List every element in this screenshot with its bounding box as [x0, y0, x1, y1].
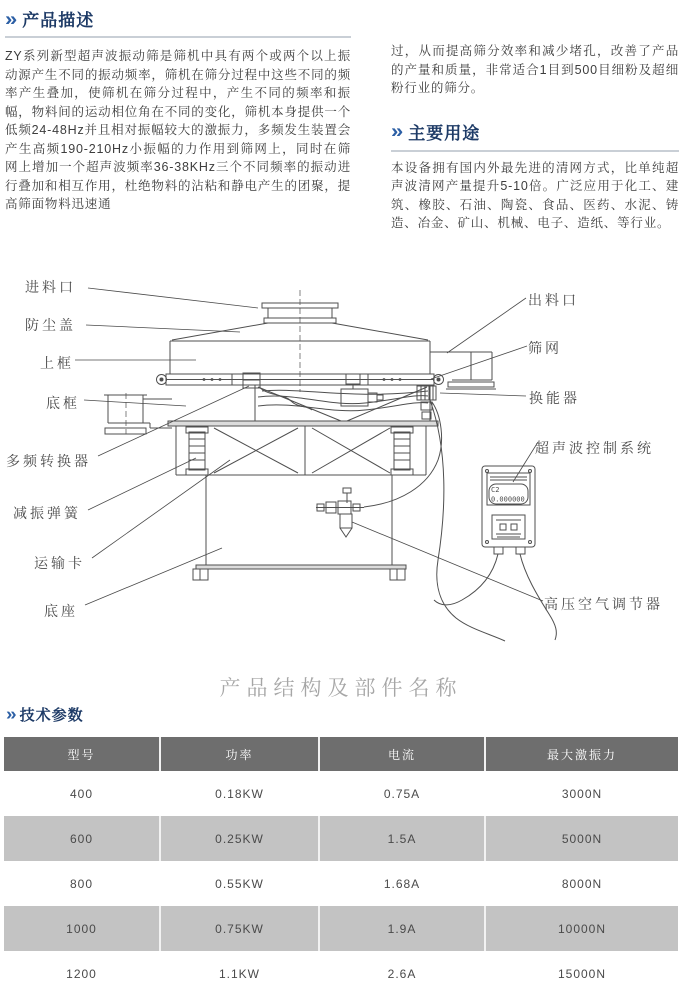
- left-chute-part: [104, 395, 172, 434]
- cell-current: 2.6A: [387, 966, 417, 981]
- table-row: [4, 771, 678, 816]
- deck-plate-part: [168, 421, 438, 426]
- cell-model: 1200: [66, 966, 97, 981]
- cell-model: 800: [69, 876, 94, 891]
- diagram-caption: 产品结构及部件名称: [219, 677, 463, 700]
- cell-current: 1.5A: [320, 816, 486, 861]
- chevron-icon: »: [5, 6, 16, 30]
- cell-power: 0.18KW: [215, 786, 264, 801]
- section-header: [391, 119, 679, 144]
- base-band-part: [176, 426, 426, 475]
- product-description-section: [5, 6, 351, 214]
- part-label-upper-frame: 上框: [40, 355, 74, 371]
- cell-current: 1.68A: [383, 876, 421, 891]
- cell-power: 0.75KW: [161, 906, 320, 951]
- section-header: [5, 6, 351, 31]
- column-header-current: 电流: [320, 737, 486, 771]
- cables: [364, 400, 556, 641]
- transducer-part: [341, 374, 383, 406]
- column-header-model: 型号: [4, 737, 161, 771]
- column-header-power: 功率: [161, 737, 320, 771]
- section-title: 主要用途: [408, 123, 481, 143]
- cell-model: 1000: [4, 906, 161, 951]
- cell-force: 5000N: [561, 831, 603, 846]
- spec-table: [4, 737, 678, 996]
- cell-power: 1.1KW: [218, 966, 260, 981]
- machine-structure-diagram: [0, 260, 682, 650]
- cell-force: 3000N: [561, 786, 603, 801]
- table-row: [4, 816, 678, 861]
- lower-frame-part: [255, 385, 430, 422]
- cell-power: 0.25KW: [161, 816, 320, 861]
- leader-lines: [75, 288, 543, 605]
- part-label-air-regulator: 高压空气调节器: [544, 596, 663, 612]
- section-title: 技术参数: [19, 707, 84, 724]
- part-label-transducer: 换能器: [529, 390, 580, 406]
- cell-model: 400: [69, 786, 94, 801]
- table-row: [4, 906, 678, 951]
- part-label-transport-clamp: 运输卡: [34, 555, 85, 571]
- chevron-icon: »: [6, 705, 15, 724]
- part-label-discharge-outlet: 出料口: [528, 292, 579, 308]
- part-label-damping-spring: 减振弹簧: [13, 505, 81, 521]
- cell-model: 600: [4, 816, 161, 861]
- discharge-chute-part: [430, 352, 496, 389]
- column-header-force: 最大激振力: [546, 747, 617, 762]
- right-column: [391, 6, 679, 233]
- cell-force: 15000N: [557, 966, 607, 981]
- cell-power: 0.55KW: [215, 876, 264, 891]
- section-title: 产品描述: [22, 11, 95, 30]
- control-display-channel: C2: [491, 486, 500, 494]
- part-label-base: 底座: [44, 603, 78, 619]
- air-regulator-part: [316, 488, 364, 537]
- table-row: [4, 861, 678, 906]
- divider: [391, 150, 679, 152]
- description-paragraph: ZY系列新型超声波振动筛是筛机中具有两个或两个以上振动源产生不同的振动频率，筛机在筛分过程中这些不同的频率产生叠加，使筛机在筛分过程中，产生不同的频率和振幅，物料间的运动相位角在不同的变化，筛机本身提供一个低频24-48Hz并且相对振幅较大的激振力，多频发生装置会产生高频190-210Hz小振幅的力作用到筛网上，同时在筛网上增加一个超声波频率36-38KHz三个不同频率的振动进行叠加和相互作用，杜绝物料的沾粘和静电产生的团聚，提高筛面物料迅速通: [5, 49, 351, 211]
- cell-current: 0.75A: [383, 786, 421, 801]
- usage-paragraph: 本设备拥有国内外最先进的清网方式，比单纯超声波清网产量提升5-10倍。广泛应用于化工、建筑、橡胶、石油、陶瓷、食品、医药、水泥、铸造、冶金、矿山、机械、电子、造纸、等行业。: [391, 160, 679, 230]
- part-label-bottom-frame: 底框: [46, 395, 80, 411]
- part-label-feed-inlet: 进料口: [25, 279, 76, 295]
- chevron-icon: »: [391, 119, 402, 142]
- table-header-row: [4, 737, 678, 771]
- control-box-part: [482, 466, 535, 554]
- part-label-screen-mesh: 筛网: [528, 340, 562, 356]
- cell-force: 10000N: [557, 921, 607, 936]
- description-paragraph-continued: 过，从而提高筛分效率和减少堵孔，改善了产品的产量和质量，非常适合1目到500目细粉及超细粉行业的筛分。: [391, 44, 679, 95]
- cell-force: 8000N: [561, 876, 603, 891]
- cell-current: 1.9A: [320, 906, 486, 951]
- divider: [5, 36, 351, 38]
- technical-parameters-header: [6, 704, 84, 725]
- part-label-dust-cover: 防尘盖: [25, 317, 76, 333]
- part-label-control-system: 超声波控制系统: [535, 440, 654, 456]
- control-display-reading: 0.000000: [491, 495, 525, 504]
- base-part: [193, 475, 406, 580]
- part-label-multi-freq: 多频转换器: [6, 453, 91, 469]
- table-row: [4, 951, 678, 996]
